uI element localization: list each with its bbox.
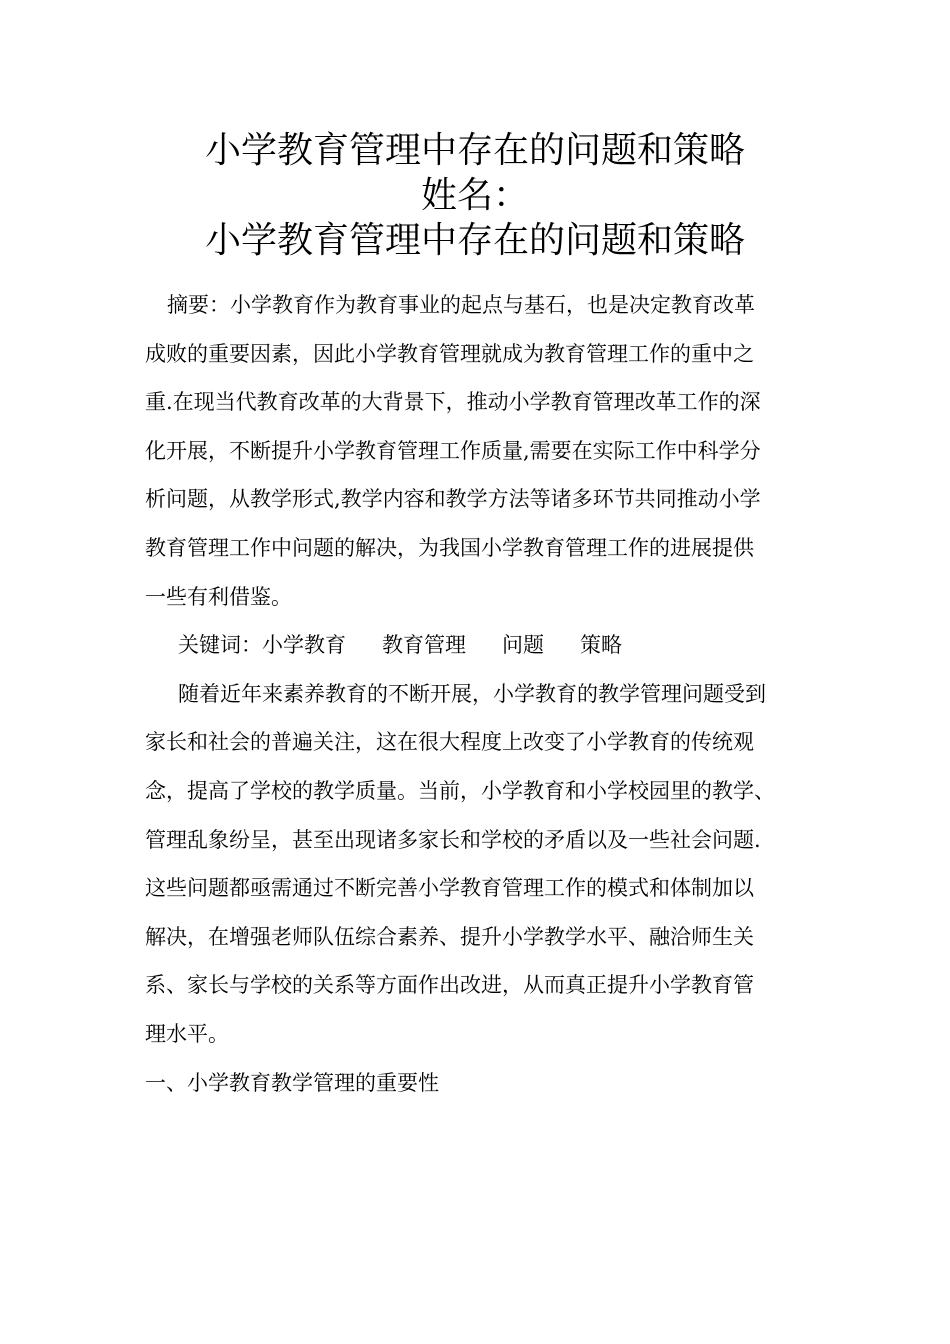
author-label: 姓名： [420, 175, 529, 216]
section-heading: 一、小学教育教学管理的重要性 [145, 1070, 439, 1095]
title-block [0, 128, 950, 263]
intro-line: 随着近年来素养教育的不断开展，小学教育的教学管理问题受到 [178, 681, 766, 706]
intro-line: 系、家长与学校的关系等方面作出改进，从而真正提升小学教育管 [145, 973, 754, 998]
keyword-item: 小学教育 [262, 633, 346, 658]
intro-line: 念，提高了学校的教学质量。当前，小学教育和小学校园里的教学、 [145, 778, 775, 803]
abstract-paragraph [145, 281, 809, 621]
document-subtitle: 小学教育管理中存在的问题和策略 [204, 220, 745, 261]
keywords-row [145, 621, 809, 670]
abstract-line: 重.在现当代教育改革的大背景下，推动小学教育管理改革工作的深 [145, 390, 761, 415]
intro-paragraph [145, 670, 809, 1059]
abstract-line: 析问题，从教学形式,教学内容和教学方法等诸多环节共同推动小学 [145, 487, 761, 512]
intro-line: 理水平。 [145, 1021, 229, 1046]
keyword-item: 策略 [580, 633, 622, 658]
intro-line: 管理乱象纷呈，甚至出现诸多家长和学校的矛盾以及一些社会问题. [145, 827, 761, 852]
intro-line: 解决，在增强老师队伍综合素养、提升小学教学水平、融洽师生关 [145, 924, 754, 949]
intro-line: 这些问题都亟需通过不断完善小学教育管理工作的模式和体制加以 [145, 876, 754, 901]
abstract-line: 摘要：小学教育作为教育事业的起点与基石，也是决定教育改革 [167, 293, 755, 317]
keyword-item: 教育管理 [382, 633, 466, 658]
keywords-label: 关键词： [178, 633, 262, 658]
keyword-item: 问题 [502, 633, 544, 658]
abstract-line: 化开展，不断提升小学教育管理工作质量,需要在实际工作中科学分 [145, 438, 761, 463]
abstract-line: 成败的重要因素，因此小学教育管理就成为教育管理工作的重中之 [145, 341, 754, 366]
abstract-line: 一些有利借鉴。 [145, 584, 292, 609]
document-title: 小学教育管理中存在的问题和策略 [204, 130, 745, 171]
keywords-paragraph [145, 621, 809, 670]
section-heading-paragraph [145, 1059, 809, 1108]
document-body [145, 281, 809, 1107]
intro-line: 家长和社会的普遍关注，这在很大程度上改变了小学教育的传统观 [145, 730, 754, 755]
abstract-line: 教育管理工作中问题的解决，为我国小学教育管理工作的进展提供 [145, 535, 754, 560]
